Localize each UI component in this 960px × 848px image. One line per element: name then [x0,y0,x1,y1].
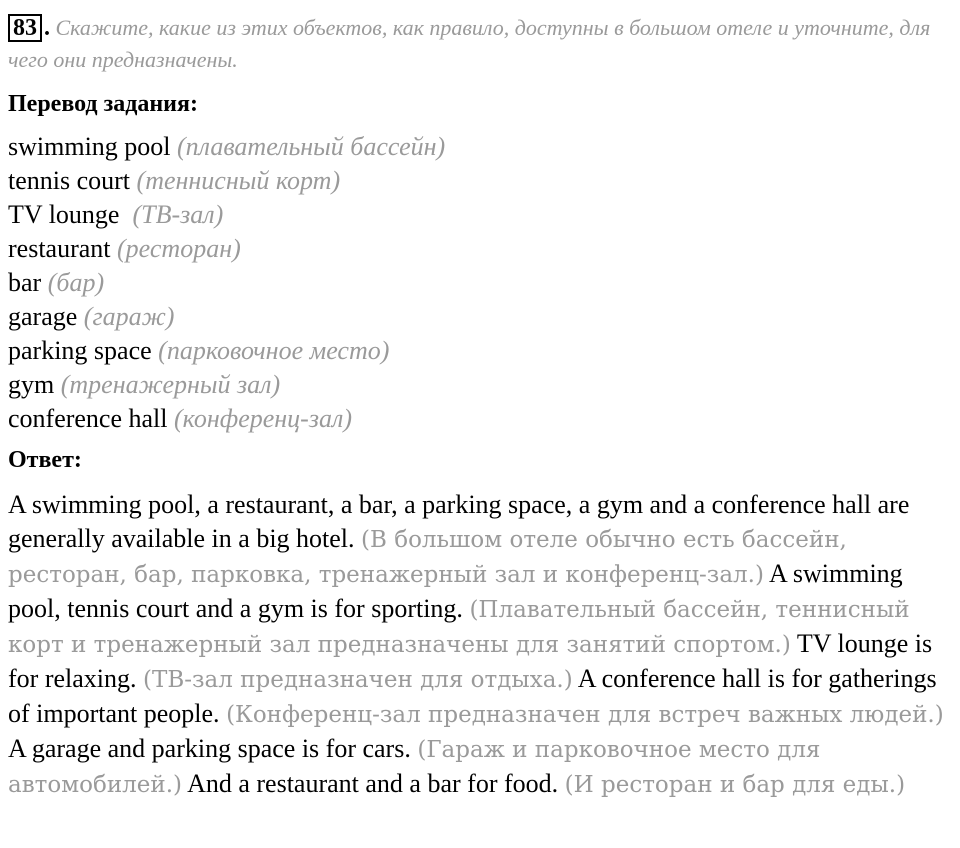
vocabulary-list [8,130,952,436]
list-item [8,232,952,266]
answer-en: A swimming pool, tennis court and a gym is for sporting. [8,559,903,623]
answer-ru: (Плавательный бассейн, теннисный корт и тренажерный зал предназначены для занятий спортом.) [8,597,910,658]
vocab-en: garage [8,302,78,331]
vocab-ru: (теннисный корт) [136,166,341,195]
task-instruction: Скажите, какие из этих объектов, как правило, доступны в большом отеле и уточните, для чего они предназначены. [8,15,931,72]
vocab-en: TV lounge [8,200,120,229]
vocab-en: swimming pool [8,132,171,161]
list-item [8,300,952,334]
translation-heading: Перевод задания: [8,91,198,117]
vocab-ru: (парковочное место) [158,336,390,365]
list-item [8,130,952,164]
vocab-en: parking space [8,336,152,365]
vocab-ru: (бар) [47,268,105,297]
vocab-ru: (плавательный бассейн) [177,132,446,161]
answer-en: A conference hall is for gatherings of important people. [8,664,937,728]
list-item [8,334,952,368]
answer-ru: (И ресторан и бар для еды.) [564,772,906,798]
vocab-en: restaurant [8,234,111,263]
list-item [8,402,952,436]
vocab-ru: (ТВ-зал) [132,200,224,229]
vocab-ru: (тренажерный зал) [60,370,281,399]
answer-heading: Ответ: [8,447,82,473]
list-item [8,164,952,198]
answer-en: And a restaurant and a bar for food. [187,769,559,798]
answer-ru: (В большом отеле обычно есть бассейн, ресторан, бар, парковка, тренажерный зал и конференц-зал.) [8,527,847,588]
answer-en: A swimming pool, a restaurant, a bar, a parking space, a gym and a conference hall are generally available in a big hotel. [8,490,910,553]
answer-paragraph [8,488,952,802]
answer-en: TV lounge is for relaxing. [8,629,933,693]
vocab-en: bar [8,268,42,297]
answer-ru: (Конференц-зал предназначен для встреч важных людей.) [226,702,944,728]
list-item [8,198,952,232]
list-item [8,266,952,300]
vocab-ru: (гараж) [83,302,175,331]
vocab-ru: (ресторан) [117,234,241,263]
task-number-dot: . [44,15,50,41]
list-item [8,368,952,402]
vocab-ru: (конференц-зал) [174,404,352,433]
answer-en: A garage and parking space is for cars. [8,734,411,763]
vocab-en: gym [8,370,55,399]
answer-ru: (ТВ-зал предназначен для отдыха.) [143,667,573,693]
task-header [8,12,952,76]
answer-ru: (Гараж и парковочное место для автомобилей.) [8,737,821,798]
task-number: 83 [8,14,42,42]
vocab-en: tennis court [8,166,131,195]
vocab-en: conference hall [8,404,168,433]
